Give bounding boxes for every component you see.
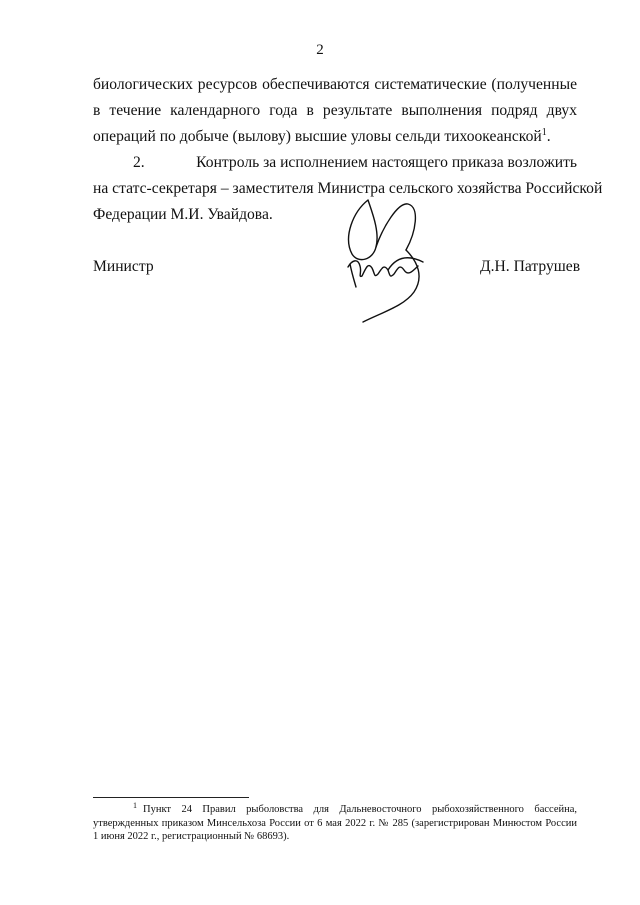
footnote (93, 800, 577, 844)
footnote-divider (93, 797, 249, 798)
footnote-reference[interactable]: 1 (541, 126, 547, 138)
paragraph-1-line-2: в течение календарного года в результате выполнения подряд двух (93, 102, 577, 119)
paragraph-1-line-1: биологических ресурсов обеспечиваются систематические (полученные (93, 76, 577, 93)
footnote-line-2: утвержденных приказом Минсельхоза России от 6 мая 2022 г. № 285 (зарегистрирован Минюстом России (93, 817, 577, 829)
paragraph-1 (93, 72, 577, 150)
footnote-line-3: 1 июня 2022 г., регистрационный № 68693). (93, 831, 290, 842)
paragraph-2-number: 2. (133, 154, 145, 171)
paragraph-2-line-1-text: Контроль за исполнением настоящего приказа возложить (196, 154, 577, 171)
paragraph-2-line-2: на статс-секретаря – заместителя Министра сельского хозяйства Российской (93, 180, 603, 197)
paragraph-2-line-3: Федерации М.И. Увайдова. (93, 206, 273, 223)
page-number: 2 (316, 42, 324, 58)
paragraph-2-line-1 (93, 150, 577, 176)
footnote-line-1-text: Пункт 24 Правил рыболовства для Дальневосточного рыбохозяйственного бассейна, (143, 804, 577, 815)
handwritten-signature (328, 192, 438, 327)
footnote-line-1: 1 Пункт 24 Правил рыболовства для Дальневосточного рыбохозяйственного бассейна, (133, 800, 577, 815)
signatory-title: Министр (93, 258, 154, 275)
signatory-name: Д.Н. Патрушев (480, 258, 581, 275)
paragraph-1-end-punct: . (546, 128, 551, 145)
paragraph-1-line-3-text: операций по добыче (вылову) высшие уловы сельди тихоокеанской (93, 128, 542, 145)
paragraph-1-line-3 (93, 124, 577, 150)
